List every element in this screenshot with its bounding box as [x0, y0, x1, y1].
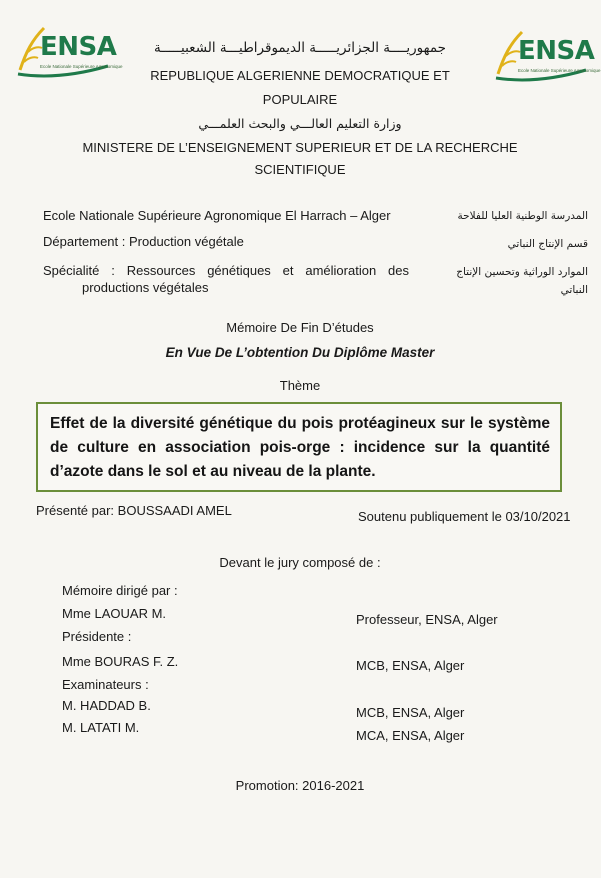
memoir-title: Mémoire De Fin D’études: [226, 320, 374, 335]
department-arabic: قسم الإنتاج النباتي: [507, 238, 588, 250]
specialty-arabic-line2: النباتي: [560, 284, 588, 296]
examiners-label: Examinateurs :: [62, 677, 149, 692]
specialty-arabic-line1: الموارد الوراثية وتحسين الإنتاج: [456, 266, 588, 278]
president-label: Présidente :: [62, 629, 132, 644]
logo-subtitle: Ecole Nationale Supérieure Agronomique: [40, 64, 123, 69]
ministry-french-line2: SCIENTIFIQUE: [254, 162, 346, 177]
supervisor-title: Professeur, ENSA, Alger: [356, 612, 498, 627]
logo-subtitle: Ecole Nationale Supérieure Agronomique: [518, 68, 601, 73]
ministry-arabic: وزارة التعليم العالـــي والبحث العلمـــي: [198, 116, 402, 131]
president-name: Mme BOURAS F. Z.: [62, 654, 179, 669]
jury-heading: Devant le jury composé de :: [219, 555, 381, 570]
examiner2-title: MCA, ENSA, Alger: [356, 728, 465, 743]
supervisor-name: Mme LAOUAR M.: [62, 606, 167, 621]
school-french: Ecole Nationale Supérieure Agronomique El Harrach – Alger: [43, 208, 391, 223]
specialty-french-line1: Spécialité : Ressources génétiques et amélioration des: [43, 263, 409, 278]
school-arabic: المدرسة الوطنية العليا للفلاحة: [457, 210, 588, 222]
logo-text: ENSA: [40, 32, 117, 62]
theme-text: Effet de la diversité génétique du pois protéagineux sur le système de culture en association pois-orge : incidence sur la quantité d’azote dans le sol et au niveau de la plante.: [50, 415, 550, 480]
logo-text: ENSA: [518, 36, 595, 66]
examiner1-title: MCB, ENSA, Alger: [356, 705, 465, 720]
department-french: Département : Production végétale: [43, 234, 244, 249]
ministry-french-line1: MINISTERE DE L’ENSEIGNEMENT SUPERIEUR ET DE LA RECHERCHE: [82, 140, 518, 155]
theme-box: [36, 402, 562, 492]
examiner2-name: M. LATATI M.: [62, 720, 140, 735]
theme-label: Thème: [279, 378, 321, 393]
promotion: Promotion: 2016-2021: [235, 778, 365, 793]
memoir-subtitle: En Vue De L’obtention Du Diplôme Master: [165, 345, 435, 360]
examiner1-name: M. HADDAD B.: [62, 698, 151, 713]
specialty-french-line2: productions végétales: [82, 280, 209, 295]
president-title: MCB, ENSA, Alger: [356, 658, 465, 673]
supervisor-label: Mémoire dirigé par :: [62, 583, 178, 598]
republic-arabic: جمهوريــــة الجزائريـــــة الديموقراطيـــة الشعبيـــــة: [154, 40, 446, 56]
republic-french-line1: REPUBLIQUE ALGERIENNE DEMOCRATIQUE ET: [150, 68, 450, 83]
presented-by: Présenté par: BOUSSAADI AMEL: [36, 503, 232, 518]
republic-french-line2: POPULAIRE: [262, 92, 338, 107]
defended-date: Soutenu publiquement le 03/10/2021: [358, 509, 571, 524]
